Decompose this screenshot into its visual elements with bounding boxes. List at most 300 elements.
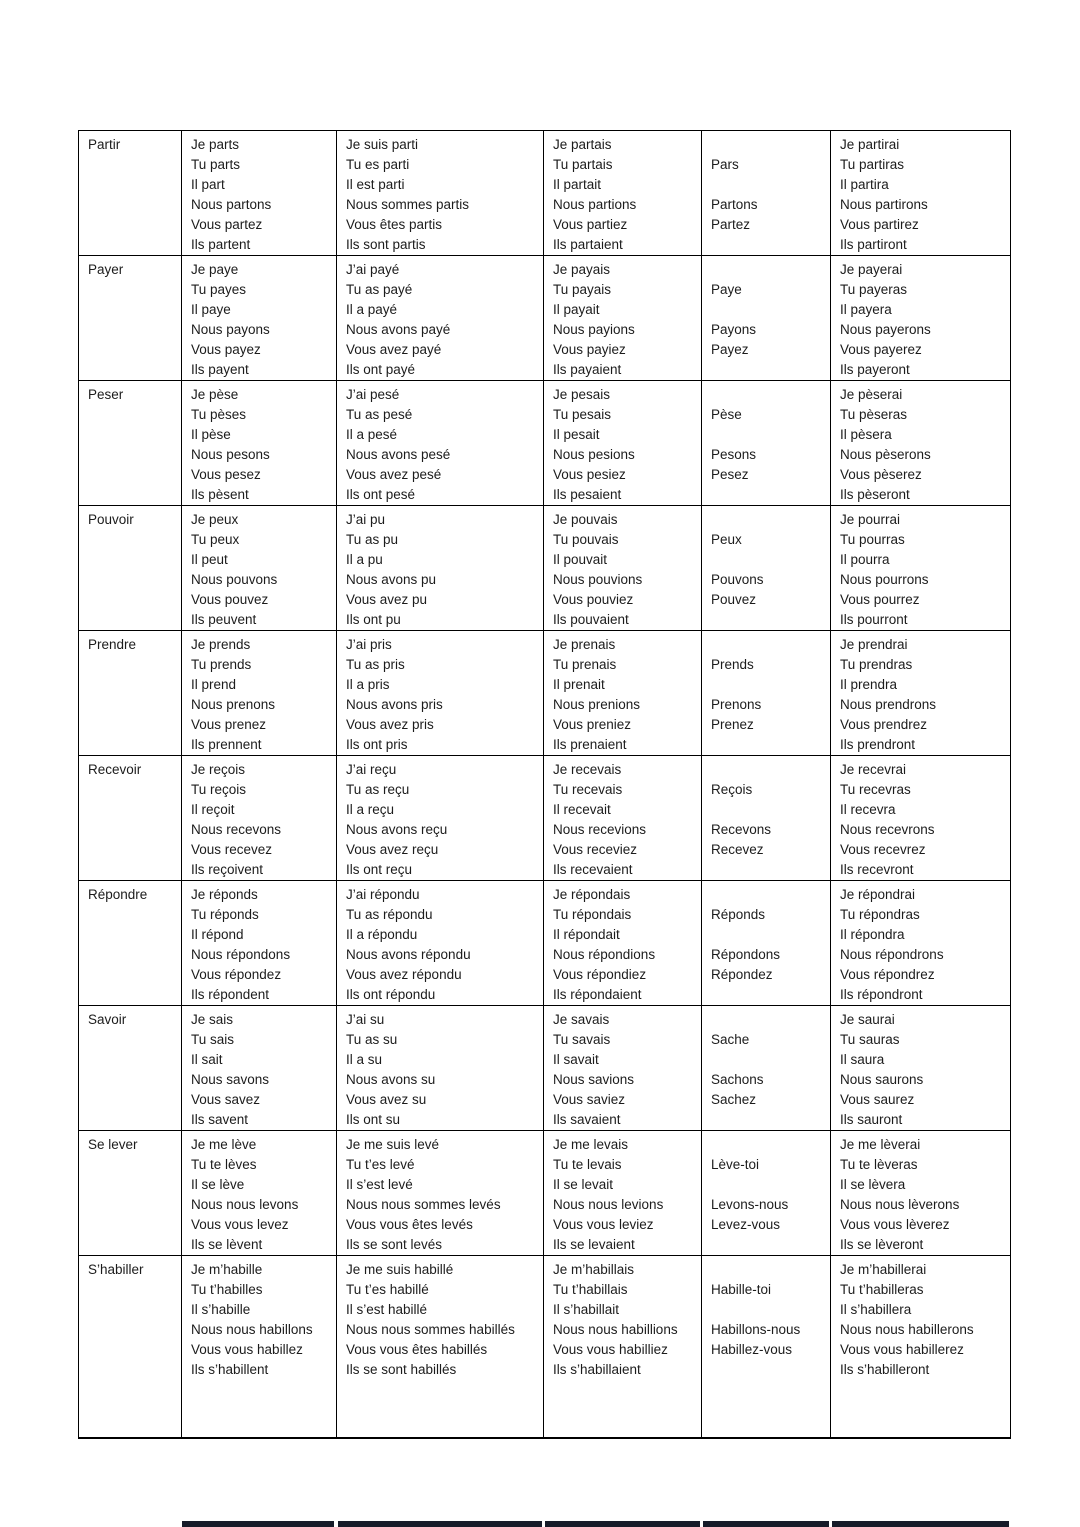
conjugation-line: Levez-vous	[711, 1217, 781, 1232]
conjugation-line: Nous pèserons	[840, 447, 931, 462]
conjugation-line: Il prendra	[840, 677, 898, 692]
conjugation-line: Vous avez répondu	[346, 967, 462, 982]
conjugation-line: Il s’est levé	[346, 1177, 413, 1192]
conjugation-line: Il se lève	[191, 1177, 245, 1192]
conjugation-line: Il partait	[553, 177, 602, 192]
conjugation-line: Ils ont pris	[346, 737, 408, 752]
conjugation-line: Prends	[711, 657, 754, 672]
conjugation-line: Nous répondions	[553, 947, 656, 962]
conjugation-line: Nous avons payé	[346, 322, 451, 337]
conjugation-line: Nous pesions	[553, 447, 635, 462]
conjugation-line: Nous répondrons	[840, 947, 944, 962]
conjugation-line: Je réponds	[191, 887, 258, 902]
conjugation-line: Ils payaient	[553, 362, 622, 377]
conjugation-line: Je me lèverai	[840, 1137, 921, 1152]
passe-compose-cell	[337, 631, 544, 756]
conjugation-line: Je parts	[191, 137, 240, 152]
conjugation-line: Je pouvais	[553, 512, 618, 527]
conjugation-line: Vous saviez	[553, 1092, 626, 1107]
conjugation-line: Tu as pris	[346, 657, 405, 672]
conjugation-line: Il répond	[191, 927, 244, 942]
conjugation-line: Habille-toi	[711, 1282, 772, 1297]
conjugation-line: Vous payiez	[553, 342, 626, 357]
verb-infinitive: S’habiller	[88, 1262, 144, 1277]
conjugation-line: Il répondra	[840, 927, 905, 942]
conjugation-line: Ils s’habilleront	[840, 1362, 930, 1377]
verb-infinitive: Partir	[88, 137, 121, 152]
conjugation-line: Ils partaient	[553, 237, 623, 252]
conjugation-line: Ils se sont levés	[346, 1237, 443, 1252]
conjugation-line: Je me levais	[553, 1137, 629, 1152]
conjugation-line: Tu partais	[553, 157, 613, 172]
conjugation-line: Ils ont payé	[346, 362, 416, 377]
conjugation-line: Nous payions	[553, 322, 635, 337]
present-cell	[182, 256, 337, 381]
conjugation-line: Vous recevez	[191, 842, 273, 857]
conjugation-line	[711, 1175, 826, 1195]
conjugation-line: Nous pesons	[191, 447, 270, 462]
conjugation-line	[711, 175, 826, 195]
conjugation-line	[711, 985, 826, 1005]
conjugation-line: Je paye	[191, 262, 239, 277]
conjugation-line: Ils pèsent	[191, 487, 249, 502]
conjugation-line	[711, 735, 826, 755]
conjugation-line: Pesez	[711, 467, 749, 482]
passe-compose-cell	[337, 381, 544, 506]
conjugation-line: Nous avons pesé	[346, 447, 451, 462]
conjugation-line: Il a pesé	[346, 427, 398, 442]
imperative-cell	[702, 631, 831, 756]
conjugation-line: Ils ont su	[346, 1112, 401, 1127]
present-cell	[182, 506, 337, 631]
present-cell	[182, 1006, 337, 1131]
conjugation-line: Je m’habillais	[553, 1262, 635, 1277]
conjugation-line: Vous partez	[191, 217, 263, 232]
passe-compose-cell	[337, 256, 544, 381]
infinitive-cell	[79, 1131, 182, 1256]
future-cell	[831, 256, 1011, 381]
table-row	[79, 1006, 1011, 1131]
conjugation-line: J’ai pesé	[346, 387, 400, 402]
conjugation-line: Il reçoit	[191, 802, 235, 817]
present-cell	[182, 1256, 337, 1438]
conjugation-line: Vous payerez	[840, 342, 922, 357]
conjugation-line: Habillons-nous	[711, 1322, 801, 1337]
table-row	[79, 881, 1011, 1006]
conjugation-line	[711, 1360, 826, 1380]
conjugation-line: Tu pesais	[553, 407, 612, 422]
conjugation-line: Nous saurons	[840, 1072, 924, 1087]
conjugation-line: Il s’habillera	[840, 1302, 912, 1317]
conjugation-line: Recevons	[711, 822, 772, 837]
conjugation-line: Je prends	[191, 637, 251, 652]
conjugation-line: Pars	[711, 157, 739, 172]
present-cell	[182, 1131, 337, 1256]
passe-compose-cell	[337, 506, 544, 631]
conjugation-line	[711, 550, 826, 570]
verb-infinitive: Répondre	[88, 887, 148, 902]
passe-compose-cell	[337, 1131, 544, 1256]
conjugation-line: Il a reçu	[346, 802, 395, 817]
conjugation-line: Il a payé	[346, 302, 398, 317]
conjugation-line	[711, 235, 826, 255]
conjugation-line: Tu pouvais	[553, 532, 619, 547]
conjugation-line: Je me lève	[191, 1137, 257, 1152]
conjugation-line: Ils prennent	[191, 737, 262, 752]
conjugation-line: Nous prenons	[191, 697, 276, 712]
conjugation-line: Il sait	[191, 1052, 223, 1067]
imparfait-cell	[544, 1256, 702, 1438]
conjugation-line: Ils pourront	[840, 612, 908, 627]
conjugation-line: Tu répondais	[553, 907, 632, 922]
imperative-cell	[702, 506, 831, 631]
conjugation-line: Il s’est habillé	[346, 1302, 428, 1317]
present-cell	[182, 381, 337, 506]
conjugation-line	[711, 635, 826, 655]
conjugation-line: Prenez	[711, 717, 754, 732]
conjugation-line: Je payerai	[840, 262, 903, 277]
conjugation-line: Pouvez	[711, 592, 757, 607]
conjugation-line: Il se levait	[553, 1177, 614, 1192]
conjugation-line: Tu t’es habillé	[346, 1282, 429, 1297]
conjugation-line: Sachez	[711, 1092, 757, 1107]
conjugation-line: Ils payent	[191, 362, 249, 377]
conjugation-line	[711, 385, 826, 405]
imperative-cell	[702, 1256, 831, 1438]
conjugation-line: Nous sommes partis	[346, 197, 470, 212]
conjugation-line: Tu t’habilles	[191, 1282, 263, 1297]
conjugation-line: Nous payons	[191, 322, 270, 337]
conjugation-line: Pouvons	[711, 572, 764, 587]
conjugation-line: Tu pèses	[191, 407, 247, 422]
conjugation-line: Tu te lèves	[191, 1157, 257, 1172]
conjugation-line: Nous partions	[553, 197, 637, 212]
conjugation-line: Je partirai	[840, 137, 900, 152]
conjugation-line	[711, 800, 826, 820]
conjugation-line: Je recevrai	[840, 762, 907, 777]
conjugation-line	[711, 1010, 826, 1030]
passe-compose-cell	[337, 131, 544, 256]
conjugation-line: Nous avons répondu	[346, 947, 471, 962]
conjugation-line: Je savais	[553, 1012, 610, 1027]
imparfait-cell	[544, 506, 702, 631]
conjugation-line: Il se lèvera	[840, 1177, 906, 1192]
conjugation-line: Il recevait	[553, 802, 611, 817]
conjugation-line: Nous nous sommes habillés	[346, 1322, 515, 1337]
conjugation-line: Vous payez	[191, 342, 261, 357]
imperative-cell	[702, 256, 831, 381]
conjugation-line: Vous pouviez	[553, 592, 634, 607]
conjugation-line: Ils se sont habillés	[346, 1362, 457, 1377]
conjugation-line: Vous avez payé	[346, 342, 442, 357]
conjugation-line: Tu reçois	[191, 782, 247, 797]
conjugation-line: Il a répondu	[346, 927, 418, 942]
conjugation-line: Vous preniez	[553, 717, 632, 732]
conjugation-line: Vous avez reçu	[346, 842, 439, 857]
conjugation-line: Il peut	[191, 552, 228, 567]
conjugation-line: Je m’habillerai	[840, 1262, 927, 1277]
verb-infinitive: Peser	[88, 387, 124, 402]
conjugation-line: Il payait	[553, 302, 600, 317]
conjugation-line: Tu t’es levé	[346, 1157, 415, 1172]
conjugation-line: Tu recevais	[553, 782, 623, 797]
conjugation-line: Nous nous sommes levés	[346, 1197, 501, 1212]
imparfait-cell	[544, 1006, 702, 1131]
conjugation-line: Vous prenez	[191, 717, 267, 732]
imperative-cell	[702, 756, 831, 881]
conjugation-line: Je répondais	[553, 887, 631, 902]
conjugation-line: Ils s’habillaient	[553, 1362, 641, 1377]
passe-compose-cell	[337, 881, 544, 1006]
imparfait-cell	[544, 756, 702, 881]
verb-infinitive: Prendre	[88, 637, 137, 652]
conjugation-line: J’ai payé	[346, 262, 400, 277]
conjugation-line: Vous pesez	[191, 467, 261, 482]
conjugation-line: Vous vous êtes habillés	[346, 1342, 488, 1357]
conjugation-line	[711, 300, 826, 320]
conjugation-line: Nous nous levions	[553, 1197, 664, 1212]
conjugation-line	[711, 675, 826, 695]
conjugation-line: Nous savons	[191, 1072, 270, 1087]
conjugation-line: Nous nous habillons	[191, 1322, 313, 1337]
passe-compose-cell	[337, 1006, 544, 1131]
conjugation-line	[711, 760, 826, 780]
imperative-cell	[702, 1131, 831, 1256]
conjugation-line: Tu recevras	[840, 782, 911, 797]
imperative-cell	[702, 131, 831, 256]
conjugation-line: Il est parti	[346, 177, 405, 192]
conjugation-line: Nous prendrons	[840, 697, 937, 712]
conjugation-line: Il pèse	[191, 427, 231, 442]
conjugation-line: Tu pèseras	[840, 407, 908, 422]
conjugation-line: Recevez	[711, 842, 764, 857]
conjugation-line: Vous vous levez	[191, 1217, 289, 1232]
conjugation-line: Payons	[711, 322, 757, 337]
next-page-header-fill	[832, 1521, 1009, 1527]
conjugation-line: J’ai su	[346, 1012, 385, 1027]
future-cell	[831, 381, 1011, 506]
conjugation-line: Tu as pu	[346, 532, 399, 547]
conjugation-line: Vous pourrez	[840, 592, 920, 607]
verb-infinitive: Se lever	[88, 1137, 138, 1152]
conjugation-line: Tu répondras	[840, 907, 920, 922]
conjugation-line: Vous vous habilliez	[553, 1342, 668, 1357]
conjugation-line	[711, 360, 826, 380]
future-cell	[831, 1131, 1011, 1256]
conjugation-line: Vous répondiez	[553, 967, 647, 982]
conjugation-line: Je m’habille	[191, 1262, 263, 1277]
conjugation-line: Nous avons pu	[346, 572, 437, 587]
conjugation-line	[711, 925, 826, 945]
conjugation-line: Il paye	[191, 302, 231, 317]
conjugation-line: Tu as reçu	[346, 782, 410, 797]
conjugation-line: Ils se lèveront	[840, 1237, 924, 1252]
conjugation-line: Il a su	[346, 1052, 383, 1067]
conjugation-line: Tu prenais	[553, 657, 617, 672]
conjugation-line: Je recevais	[553, 762, 622, 777]
conjugation-line: Pèse	[711, 407, 742, 422]
verb-infinitive: Recevoir	[88, 762, 142, 777]
imperative-cell	[702, 881, 831, 1006]
conjugation-line: Tu réponds	[191, 907, 259, 922]
conjugation-line: J’ai pris	[346, 637, 392, 652]
conjugation-line: Il pesait	[553, 427, 600, 442]
conjugation-line: Ils pèseront	[840, 487, 910, 502]
conjugation-line: Ils sont partis	[346, 237, 426, 252]
conjugation-line: Paye	[711, 282, 742, 297]
future-cell	[831, 756, 1011, 881]
conjugation-line: Nous recevrons	[840, 822, 935, 837]
conjugation-line: Levons-nous	[711, 1197, 789, 1212]
conjugation-line: Je me suis levé	[346, 1137, 440, 1152]
conjugation-line: Nous recevions	[553, 822, 647, 837]
conjugation-line: Tu as pesé	[346, 407, 413, 422]
conjugation-line: Il s’habillait	[553, 1302, 620, 1317]
conjugation-line: Il a pu	[346, 552, 383, 567]
conjugation-line: Il payera	[840, 302, 892, 317]
conjugation-line: Vous recevrez	[840, 842, 926, 857]
conjugation-line: Vous répondez	[191, 967, 282, 982]
conjugation-line	[711, 425, 826, 445]
table-row	[79, 131, 1011, 256]
conjugation-line: Ils pouvaient	[553, 612, 629, 627]
conjugation-line: Ils savent	[191, 1112, 249, 1127]
infinitive-cell	[79, 631, 182, 756]
next-page-header-fill	[338, 1521, 542, 1527]
conjugation-line: Tu prends	[191, 657, 252, 672]
conjugation-line: Il prend	[191, 677, 237, 692]
conjugation-line: Je prendrai	[840, 637, 908, 652]
imparfait-cell	[544, 881, 702, 1006]
conjugation-line: Vous vous habillez	[191, 1342, 303, 1357]
conjugation-line	[711, 510, 826, 530]
conjugation-line: Je saurai	[840, 1012, 895, 1027]
conjugation-line: J’ai pu	[346, 512, 386, 527]
future-cell	[831, 1006, 1011, 1131]
conjugation-line: Vous savez	[191, 1092, 261, 1107]
conjugation-line: Sachons	[711, 1072, 764, 1087]
conjugation-line: Pesons	[711, 447, 757, 462]
imparfait-cell	[544, 381, 702, 506]
conjugation-line: Sache	[711, 1032, 750, 1047]
conjugation-line: Il pouvait	[553, 552, 608, 567]
infinitive-cell	[79, 881, 182, 1006]
conjugation-line: Payez	[711, 342, 749, 357]
infinitive-cell	[79, 1256, 182, 1438]
conjugation-line: Tu es parti	[346, 157, 410, 172]
conjugation-line	[711, 1260, 826, 1280]
conjugation-line	[711, 610, 826, 630]
conjugation-line	[711, 1050, 826, 1070]
conjugation-line: Je reçois	[191, 762, 246, 777]
conjugation-line: Tu payes	[191, 282, 247, 297]
conjugation-line: Tu payeras	[840, 282, 908, 297]
next-page-header-fill	[545, 1521, 700, 1527]
infinitive-cell	[79, 131, 182, 256]
conjugation-line: Il pourra	[840, 552, 890, 567]
conjugation-line: Ils répondent	[191, 987, 270, 1002]
conjugation-line: Je pèse	[191, 387, 239, 402]
conjugation-line	[711, 260, 826, 280]
conjugation-line: Répondez	[711, 967, 773, 982]
conjugation-line: Tu as payé	[346, 282, 413, 297]
conjugation-line: Nous nous levons	[191, 1197, 299, 1212]
conjugation-line: Tu sais	[191, 1032, 235, 1047]
conjugation-line: Nous avons pris	[346, 697, 443, 712]
next-page-header-fill	[182, 1521, 334, 1527]
conjugation-line: Nous nous habillions	[553, 1322, 678, 1337]
conjugation-line: Ils ont répondu	[346, 987, 436, 1002]
conjugation-line: Je pesais	[553, 387, 611, 402]
conjugation-line: Je payais	[553, 262, 611, 277]
conjugation-line: Réponds	[711, 907, 766, 922]
conjugation-line: Il a pris	[346, 677, 390, 692]
conjugation-line: Prenons	[711, 697, 762, 712]
imparfait-cell	[544, 131, 702, 256]
conjugation-line	[711, 135, 826, 155]
conjugation-line: Vous répondrez	[840, 967, 935, 982]
future-cell	[831, 631, 1011, 756]
conjugation-line: Vous partiez	[553, 217, 628, 232]
conjugation-line: Tu as su	[346, 1032, 398, 1047]
infinitive-cell	[79, 506, 182, 631]
conjugation-line: Vous vous lèverez	[840, 1217, 950, 1232]
table-row	[79, 756, 1011, 881]
conjugation-line: Vous pouvez	[191, 592, 269, 607]
conjugation-line: Il s’habille	[191, 1302, 251, 1317]
future-cell	[831, 131, 1011, 256]
conjugation-line: Il saura	[840, 1052, 885, 1067]
conjugation-line: Ils partiront	[840, 237, 907, 252]
conjugation-line: Ils savaient	[553, 1112, 621, 1127]
conjugation-line: Nous avons reçu	[346, 822, 448, 837]
conjugation-line: Nous pourrons	[840, 572, 929, 587]
next-page-header-fill	[703, 1521, 829, 1527]
imparfait-cell	[544, 631, 702, 756]
future-cell	[831, 881, 1011, 1006]
conjugation-line: Partez	[711, 217, 751, 232]
conjugation-line	[711, 860, 826, 880]
conjugation-line: Nous payerons	[840, 322, 931, 337]
conjugation-line: Vous pesiez	[553, 467, 626, 482]
conjugation-line: Partons	[711, 197, 758, 212]
conjugation-line: Je prenais	[553, 637, 616, 652]
conjugation-line: Je pourrai	[840, 512, 901, 527]
conjugation-line: Il savait	[553, 1052, 599, 1067]
conjugation-line: Vous vous êtes levés	[346, 1217, 473, 1232]
passe-compose-cell	[337, 1256, 544, 1438]
conjugation-line: Nous partirons	[840, 197, 928, 212]
future-cell	[831, 1256, 1011, 1438]
conjugation-line: Vous avez su	[346, 1092, 427, 1107]
conjugation-line: Vous avez pu	[346, 592, 428, 607]
conjugation-line: Nous nous habillerons	[840, 1322, 974, 1337]
conjugation-line: Ils s’habillent	[191, 1362, 269, 1377]
conjugation-line: Je me suis habillé	[346, 1262, 454, 1277]
conjugation-line: Ils recevaient	[553, 862, 633, 877]
conjugation-line: Tu as répondu	[346, 907, 433, 922]
conjugation-line: Ils reçoivent	[191, 862, 264, 877]
conjugation-line: Vous saurez	[840, 1092, 915, 1107]
infinitive-cell	[79, 381, 182, 506]
conjugation-line: Ils se levaient	[553, 1237, 635, 1252]
conjugation-line: Vous vous leviez	[553, 1217, 654, 1232]
conjugation-line: Vous avez pesé	[346, 467, 442, 482]
conjugation-line: Tu prendras	[840, 657, 913, 672]
conjugation-line: Lève-toi	[711, 1157, 760, 1172]
conjugation-line: Il pèsera	[840, 427, 892, 442]
conjugation-line: Ils sauront	[840, 1112, 903, 1127]
